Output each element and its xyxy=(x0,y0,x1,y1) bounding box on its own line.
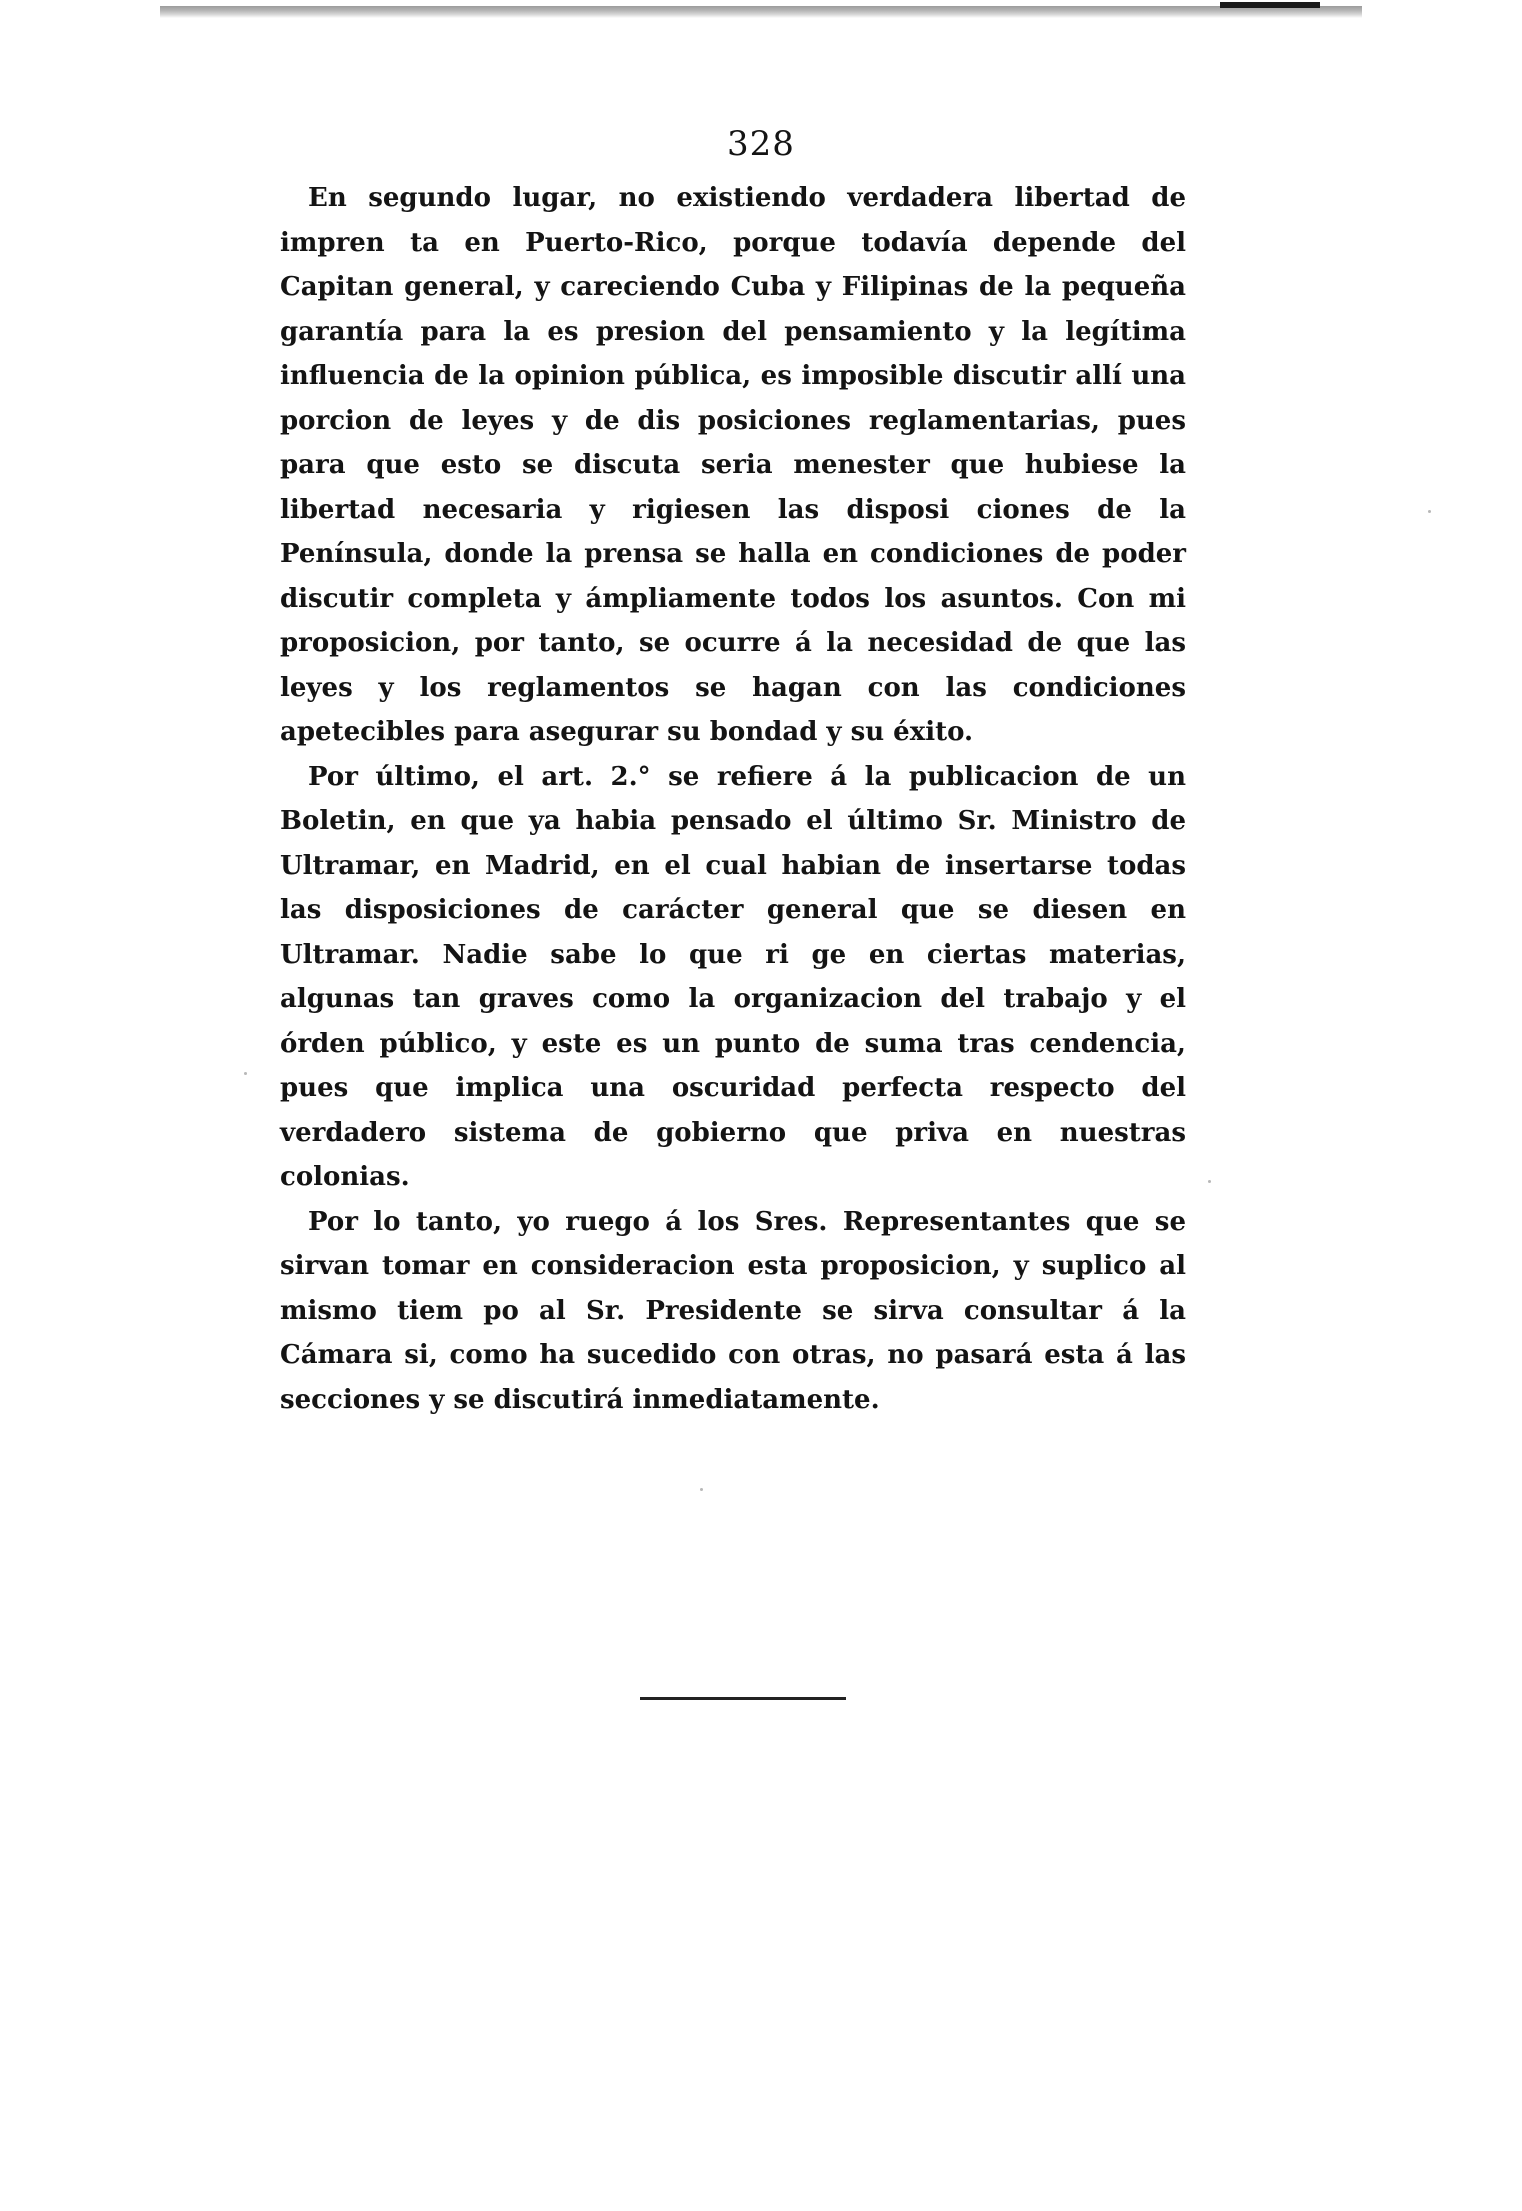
text-line: carácter general que se diesen en Ultramar. Nadie sabe lo que ri xyxy=(280,895,1186,970)
text-line: en que ya habia pensado el último Sr. Ministro de Ultramar, en xyxy=(280,806,1186,881)
scan-speck xyxy=(244,1072,247,1075)
body-text xyxy=(280,176,1186,1422)
scan-speck xyxy=(1208,1180,1211,1183)
text-line: menester que hubiese la libertad necesaria y rigiesen las disposi xyxy=(280,450,1187,525)
top-scan-mark xyxy=(1220,2,1320,8)
text-line: presion del pensamiento y la legítima influencia de la opinion xyxy=(280,316,1186,391)
text-line: ciones de la Península, donde la prensa se halla en condiciones xyxy=(280,494,1187,569)
text-line: sucedido con otras, no pasará esta á las secciones y se discutirá xyxy=(280,1340,1187,1415)
text-line: Por lo tanto, yo ruego á los Sres. Representantes que se sirvan xyxy=(280,1206,1186,1281)
text-line: cendencia, pues que implica una oscuridad perfecta respecto del xyxy=(280,1028,1186,1103)
paragraph xyxy=(280,176,1186,755)
closing-rule xyxy=(640,1697,846,1700)
text-line: y careciendo Cuba y Filipinas de la pequeña garantía para la es xyxy=(280,272,1186,347)
text-line: pública, es imposible discutir allí una porcion de leyes y de dis xyxy=(280,361,1186,436)
scan-speck xyxy=(700,1488,703,1491)
text-line: Madrid, en el cual habian de insertarse todas las disposiciones de xyxy=(280,850,1186,925)
text-line: ta en Puerto-Rico, porque todavía depende del Capitan general, xyxy=(280,227,1186,302)
text-line: En segundo lugar, no existiendo verdadera libertad de impren xyxy=(280,183,1186,258)
page-number: 328 xyxy=(727,124,795,164)
scan-speck xyxy=(1428,510,1431,513)
text-line: ge en ciertas materias, algunas tan graves como la organizacion xyxy=(280,939,1186,1014)
text-line: tomar en consideracion esta proposicion, y suplico al mismo tiem xyxy=(280,1251,1186,1326)
text-line: de poder discutir completa y ámpliamente todos los asuntos. Con xyxy=(280,539,1186,614)
text-line: para asegurar su bondad y su éxito. xyxy=(454,717,974,747)
text-line: inmediatamente. xyxy=(632,1384,880,1415)
text-line: Por último, el art. 2.° se refiere á la publicacion de un Boletin, xyxy=(280,761,1186,836)
text-line: del trabajo y el órden público, y este es un punto de suma tras xyxy=(280,984,1186,1059)
text-line: leyes y los reglamentos se hagan con las condiciones apetecibles xyxy=(280,672,1186,747)
text-line: verdadero sistema de gobierno que priva en nuestras colonias. xyxy=(280,1117,1186,1192)
paragraph xyxy=(280,755,1186,1200)
text-line: mi proposicion, por tanto, se ocurre á la necesidad de que las xyxy=(280,583,1186,658)
text-line: po al Sr. Presidente se sirva consultar á la Cámara si, como ha xyxy=(280,1295,1186,1370)
paragraph xyxy=(280,1200,1186,1423)
top-scan-border xyxy=(160,6,1362,18)
text-line: posiciones reglamentarias, pues para que esto se discuta seria xyxy=(280,405,1186,480)
